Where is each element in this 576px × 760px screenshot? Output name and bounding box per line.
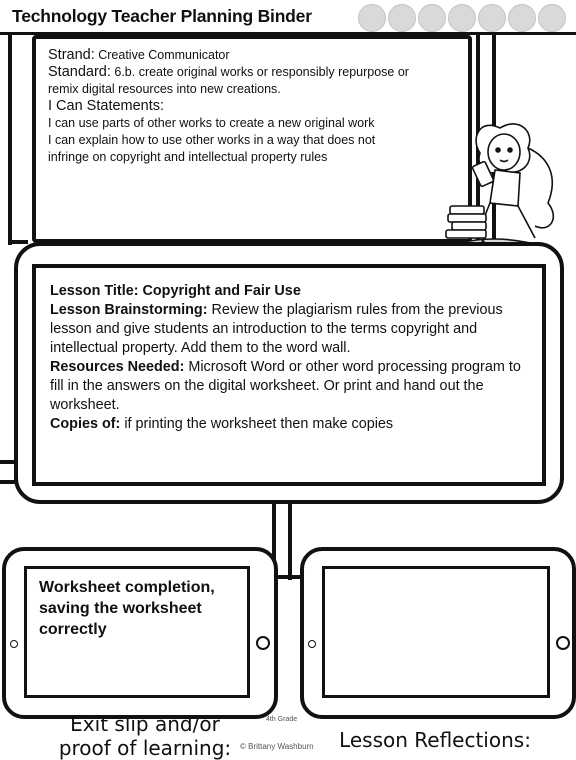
- home-button-icon: [556, 636, 570, 650]
- standard-line: [48, 64, 456, 81]
- resources-label: Resources Needed:: [50, 359, 185, 375]
- exit-slip-text: Worksheet completion, saving the worksheet correctly: [39, 579, 215, 638]
- decorative-dot: [418, 4, 446, 32]
- camera-dot-icon: [308, 640, 316, 648]
- copies-line: [50, 415, 532, 434]
- decorative-dot: [478, 4, 506, 32]
- ican-statement: infringe on copyright and intellectual property rules: [48, 150, 328, 164]
- ican-label: I Can Statements:: [48, 98, 165, 114]
- decorative-dot: [358, 4, 386, 32]
- decorative-dot: [508, 4, 536, 32]
- brainstorm-label: Lesson Brainstorming:: [50, 302, 208, 318]
- copies-label: Copies of:: [50, 416, 121, 432]
- decorative-dot: [538, 4, 566, 32]
- frame-line: [8, 35, 12, 245]
- brainstorm-value: Review the plagiarism rules from the previous lesson and give students an introduction to the terms copyright and intellectual property. Add them to the word wall.: [50, 302, 503, 356]
- standard-value: 6.b. create original works or responsibly repurpose or: [114, 65, 409, 79]
- exit-slip-caption: [30, 712, 260, 760]
- frame-line: [8, 240, 28, 244]
- strand-value: Creative Communicator: [98, 48, 230, 62]
- exit-slip-caption-line: proof of learning:: [58, 736, 232, 760]
- standards-box: [32, 35, 472, 243]
- ican-statement: I can explain how to use other works in a way that does not: [48, 133, 376, 147]
- lesson-title-label: Lesson Title:: [50, 283, 139, 299]
- exit-slip-caption-line: Exit slip and/or: [70, 712, 220, 736]
- lesson-title-line: [50, 282, 532, 301]
- ican-statement: I can use parts of other works to create a new original work: [48, 116, 375, 130]
- lesson-title-value: Copyright and Fair Use: [142, 283, 301, 299]
- resources-line: [50, 358, 532, 415]
- exit-slip-screen: [24, 566, 250, 698]
- decorative-dot: [448, 4, 476, 32]
- strand-label: Strand:: [48, 47, 95, 63]
- copyright-text: © Brittany Washburn: [240, 742, 314, 751]
- resources-value: Microsoft Word or other word processing program to fill in the answers on the digital worksheet. Or print and hand out the worksheet.: [50, 359, 521, 413]
- lesson-screen: [32, 264, 546, 486]
- camera-dot-icon: [10, 640, 18, 648]
- reflections-screen: [322, 566, 550, 698]
- frame-line: [288, 500, 292, 580]
- home-button-icon: [256, 636, 270, 650]
- grade-label: 4th Grade: [266, 716, 298, 723]
- standard-value-cont: remix digital resources into new creations.: [48, 82, 281, 96]
- strand-line: [48, 47, 456, 64]
- decorative-dot: [388, 4, 416, 32]
- page-title: Technology Teacher Planning Binder: [12, 6, 312, 26]
- copies-value: if printing the worksheet then make copies: [124, 416, 394, 432]
- brainstorm-line: [50, 301, 532, 358]
- header-decoration: [358, 4, 566, 32]
- standard-label: Standard:: [48, 64, 111, 80]
- reflections-caption: Lesson Reflections:: [339, 728, 531, 752]
